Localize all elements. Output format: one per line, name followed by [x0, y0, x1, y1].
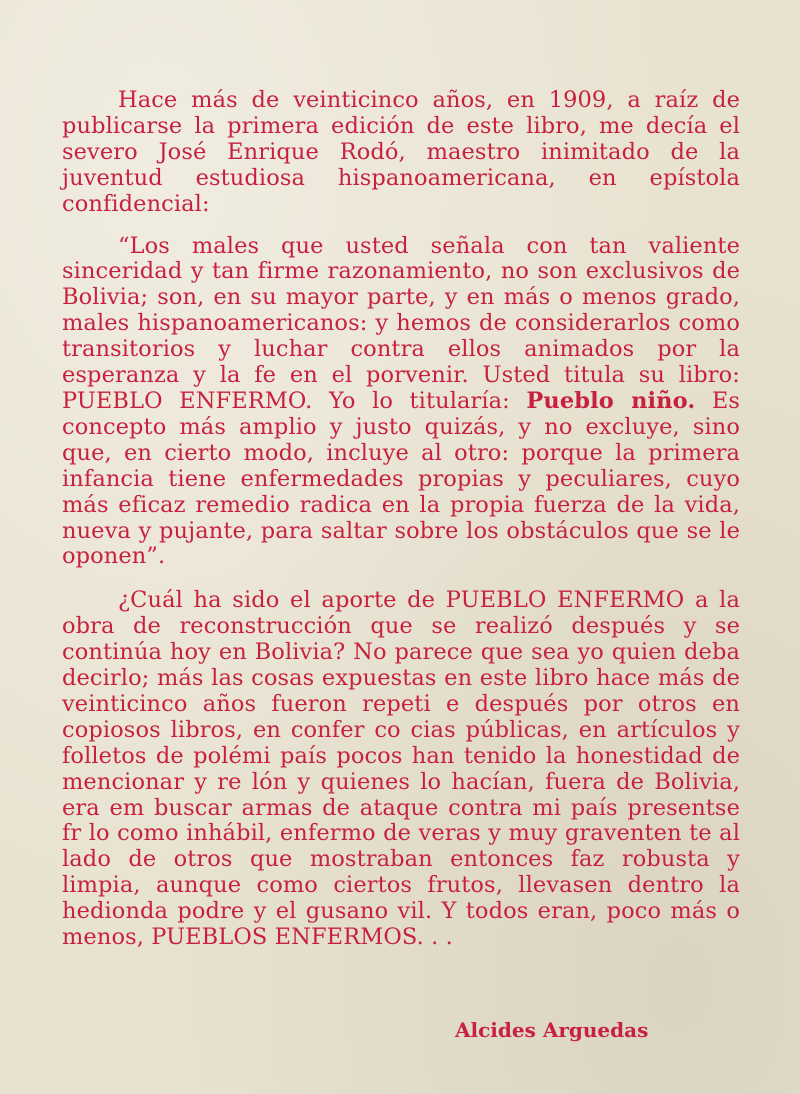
rodo-quote-paragraph: [62, 234, 740, 571]
quote-text-start: “Los males que usted señala con tan valiente sinceridad y tan firme razonamiento, no son exclusivos de Bolivia; son, en su mayor parte, y en más o menos grado, males hispanoamericanos: y hemos de considerarlos como transitorios y luchar contra ellos animados por la esperanza y la fe en el porvenir. Usted titula su libro: PUEBLO ENFERMO. Yo lo titularía:: [62, 232, 740, 414]
quote-bold-title: Pueblo niño.: [526, 387, 696, 414]
intro-paragraph: Hace más de veinticinco años, en 1909, a raíz de publicarse la primera edición de este libro, me decía el severo José Enrique Rodó, maestro inimitado de la juventud estudiosa hispanoamericana, en epístola confidencial:: [62, 87, 740, 217]
body-text: [62, 88, 740, 951]
author-signature: Alcides Arguedas: [455, 1018, 649, 1042]
closing-paragraph: ¿Cuál ha sido el aporte de PUEBLO ENFERMO a la obra de reconstrucción que se realizó después y se continúa hoy en Bolivia? No parece que sea yo quien deba decirlo; más las cosas expuestas en este libro hace más de veinticinco años fueron repeti e después por otros en copiosos libros, en confer co cias públicas, en artículos y folletos de polémi país pocos han tenido la honestidad de mencionar y re lón y quienes lo hacían, fuera de Bolivia, era em buscar armas de ataque contra mi país presentse fr lo como inhábil, enfermo de veras y muy graventen te al lado de otros que mostraban entonces faz robusta y limpia, aunque como ciertos frutos, llevasen dentro la hedionda podre y el gusano vil. Y todos eran, poco más o menos, PUEBLOS ENFERMOS. . .: [62, 587, 740, 951]
quote-text-end: Es concepto más amplio y justo quizás, y no excluye, sino que, en cierto modo, incluye al otro: porque la primera infancia tiene enfermedades propias y peculiares, cuyo más eficaz remedio radica en la propia fuerza de la vida, nueva y pujante, para saltar sobre los obstáculos que se le oponen”.: [62, 387, 740, 570]
